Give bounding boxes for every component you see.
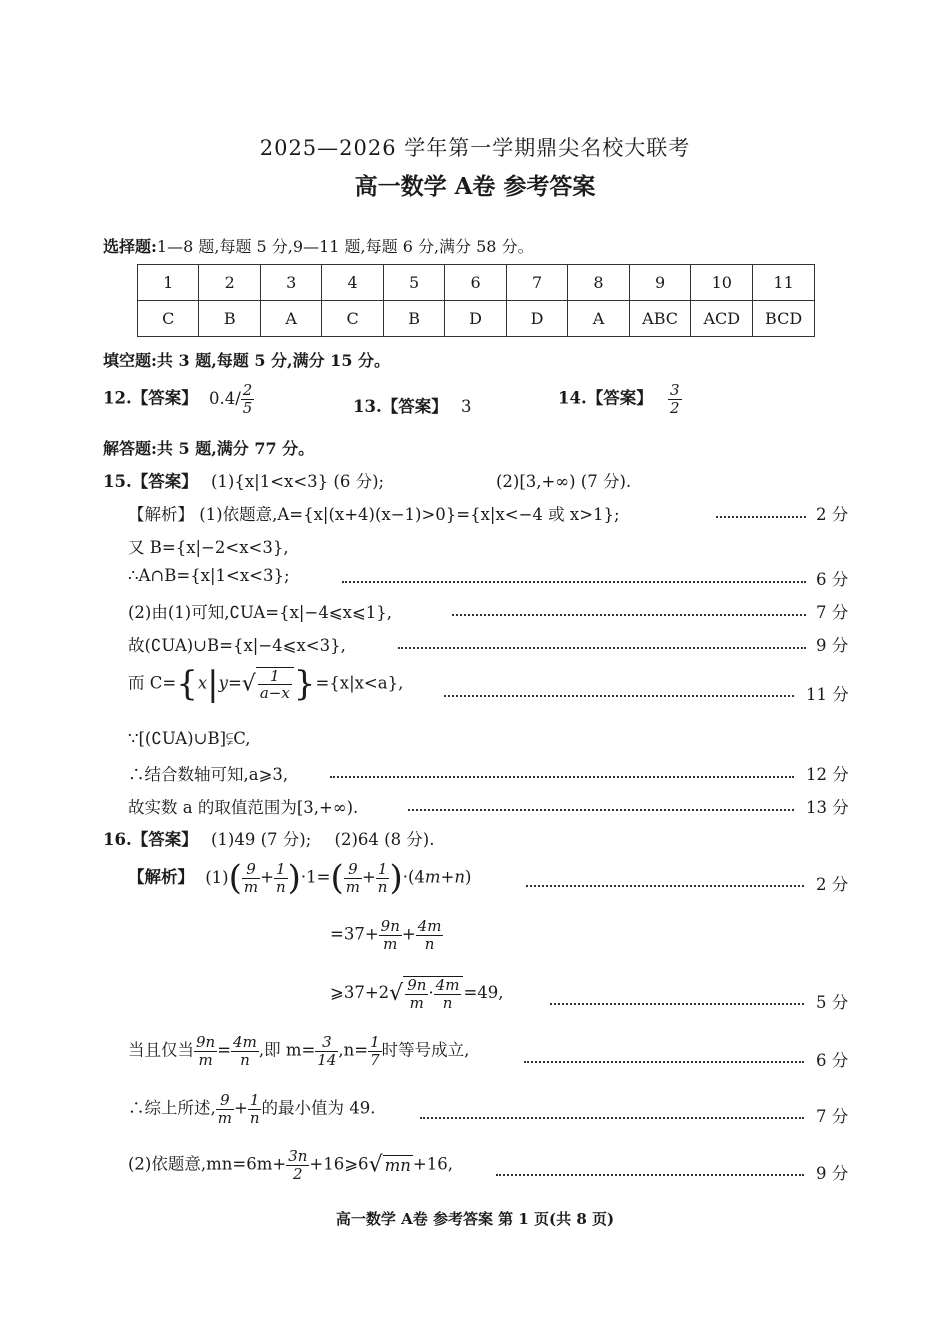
q16-line-4: 当且仅当 $\frac{9n}{m}$ = $\frac{4m}{n}$ ,即 m= $\frac{3}{14}$ ,n= $\frac{1}{7}$ 时等号成立, <box>128 1033 470 1069</box>
table-cell: B <box>199 301 260 337</box>
leader-dots <box>444 695 794 697</box>
score: 12 分 <box>806 765 849 784</box>
leader-dots <box>330 776 794 778</box>
table-cell: ABC <box>629 301 691 337</box>
score: 2 分 <box>816 875 849 894</box>
table-cell: D <box>445 301 506 337</box>
q15-line-8: ∴结合数轴可知,a⩾3, <box>128 765 289 784</box>
score: 13 分 <box>806 798 849 817</box>
q16-line-6: (2)依题意,mn=6m+ $\frac{3n}{2}$ +16⩾6√ mn +16, <box>128 1147 453 1183</box>
q16-line-2: =37+ $\frac{9n}{m}$ + $\frac{4m}{n}$ <box>330 917 442 953</box>
fraction: $\frac{1}{a-x}$ <box>259 666 290 702</box>
page-footer: 高一数学 A卷 参考答案 第 1 页(共 8 页) <box>335 1210 615 1228</box>
table-cell: 10 <box>691 265 753 301</box>
q13-answer: 13.【答案】 3 <box>353 397 472 416</box>
table-cell: 1 <box>138 265 199 301</box>
solve-section-heading: 解答题:共 5 题,满分 77 分。 <box>103 439 315 458</box>
score: 6 分 <box>816 570 849 589</box>
score: 7 分 <box>816 1107 849 1126</box>
table-cell: 9 <box>629 265 691 301</box>
fraction: $\frac{3}{2}$ <box>669 381 680 417</box>
choice-section-heading: 选择题:1—8 题,每题 5 分,9—11 题,每题 6 分,满分 58 分。 <box>103 237 534 256</box>
q12-answer: 12.【答案】 0.4/ $\frac{2}{5}$ <box>103 381 253 417</box>
table-cell: 8 <box>568 265 629 301</box>
score: 7 分 <box>816 603 849 622</box>
score: 11 分 <box>806 685 849 704</box>
q15-line-5: 故(∁UA)∪B={x|−4⩽x<3}, <box>128 636 346 655</box>
leader-dots <box>550 1003 804 1005</box>
table-cell: A <box>568 301 629 337</box>
score: 5 分 <box>816 993 849 1012</box>
table-cell: 6 <box>445 265 506 301</box>
leader-dots <box>342 581 806 583</box>
q16-line-3: ⩾37+2√ $\frac{9n}{m}$ · $\frac{4m}{n}$ =49, <box>330 976 504 1012</box>
table-cell: ACD <box>691 301 753 337</box>
leader-dots <box>452 614 806 616</box>
q16-answer: 16.【答案】 (1)49 (7 分); (2)64 (8 分). <box>103 830 435 849</box>
q15-line-3: ∴A∩B={x|1<x<3}; <box>128 566 290 585</box>
exam-title: 2025—2026 学年第一学期鼎尖名校大联考 <box>259 136 691 160</box>
q16-line-5: ∴综上所述, $\frac{9}{m}$ + $\frac{1}{n}$ 的最小值为 49. <box>128 1091 376 1127</box>
leader-dots <box>420 1117 804 1119</box>
q16-line-1: 【解析】 (1)( $\frac{9}{m}$ + $\frac{1}{n}$ )·1=( $\frac{9}{m}$ + $\frac{1}{n}$ )·(4m+n) <box>128 858 472 898</box>
table-cell: C <box>138 301 199 337</box>
leader-dots <box>408 809 794 811</box>
q15-answer-part2: (2)[3,+∞) (7 分). <box>496 472 632 491</box>
table-cell: 4 <box>322 265 383 301</box>
q15-line-2: 又 B={x|−2<x<3}, <box>128 538 289 557</box>
table-cell: D <box>506 301 567 337</box>
table-cell: B <box>383 301 444 337</box>
score: 9 分 <box>816 1164 849 1183</box>
table-cell: BCD <box>753 301 815 337</box>
q15-line-1: 【解析】 (1)依题意,A={x|(x+4)(x−1)>0}={x|x<−4 或 x>1}; <box>128 505 620 524</box>
q15-line-7: ∵[(∁UA)∪B]⫋C, <box>128 729 251 748</box>
leader-dots <box>398 647 806 649</box>
table-cell: 11 <box>753 265 815 301</box>
paper-title: 高一数学 A卷 参考答案 <box>354 173 596 200</box>
table-cell: A <box>260 301 321 337</box>
leader-dots <box>496 1174 804 1176</box>
table-cell: C <box>322 301 383 337</box>
table-row-answers <box>138 301 815 337</box>
score: 9 分 <box>816 636 849 655</box>
choice-answer-table <box>137 264 815 337</box>
leader-dots <box>716 516 806 518</box>
q15-line-6: 而 C={x|y=√ $\frac{1}{a-x}$ }={x|x<a}, <box>128 664 404 704</box>
score: 2 分 <box>816 505 849 524</box>
leader-dots <box>526 885 804 887</box>
score: 6 分 <box>816 1051 849 1070</box>
leader-dots <box>524 1061 804 1063</box>
q15-answer: 15.【答案】 (1){x|1<x<3} (6 分); <box>103 472 385 491</box>
fill-section-heading: 填空题:共 3 题,每题 5 分,满分 15 分。 <box>103 351 391 370</box>
fraction: $\frac{2}{5}$ <box>242 381 253 417</box>
table-cell: 5 <box>383 265 444 301</box>
table-cell: 2 <box>199 265 260 301</box>
table-row-numbers <box>138 265 815 301</box>
q14-answer: 14.【答案】 $\frac{3}{2}$ <box>558 381 680 417</box>
q15-line-9: 故实数 a 的取值范围为[3,+∞). <box>128 798 359 817</box>
table-cell: 7 <box>506 265 567 301</box>
table-cell: 3 <box>260 265 321 301</box>
q15-line-4: (2)由(1)可知,∁UA={x|−4⩽x⩽1}, <box>128 603 393 622</box>
